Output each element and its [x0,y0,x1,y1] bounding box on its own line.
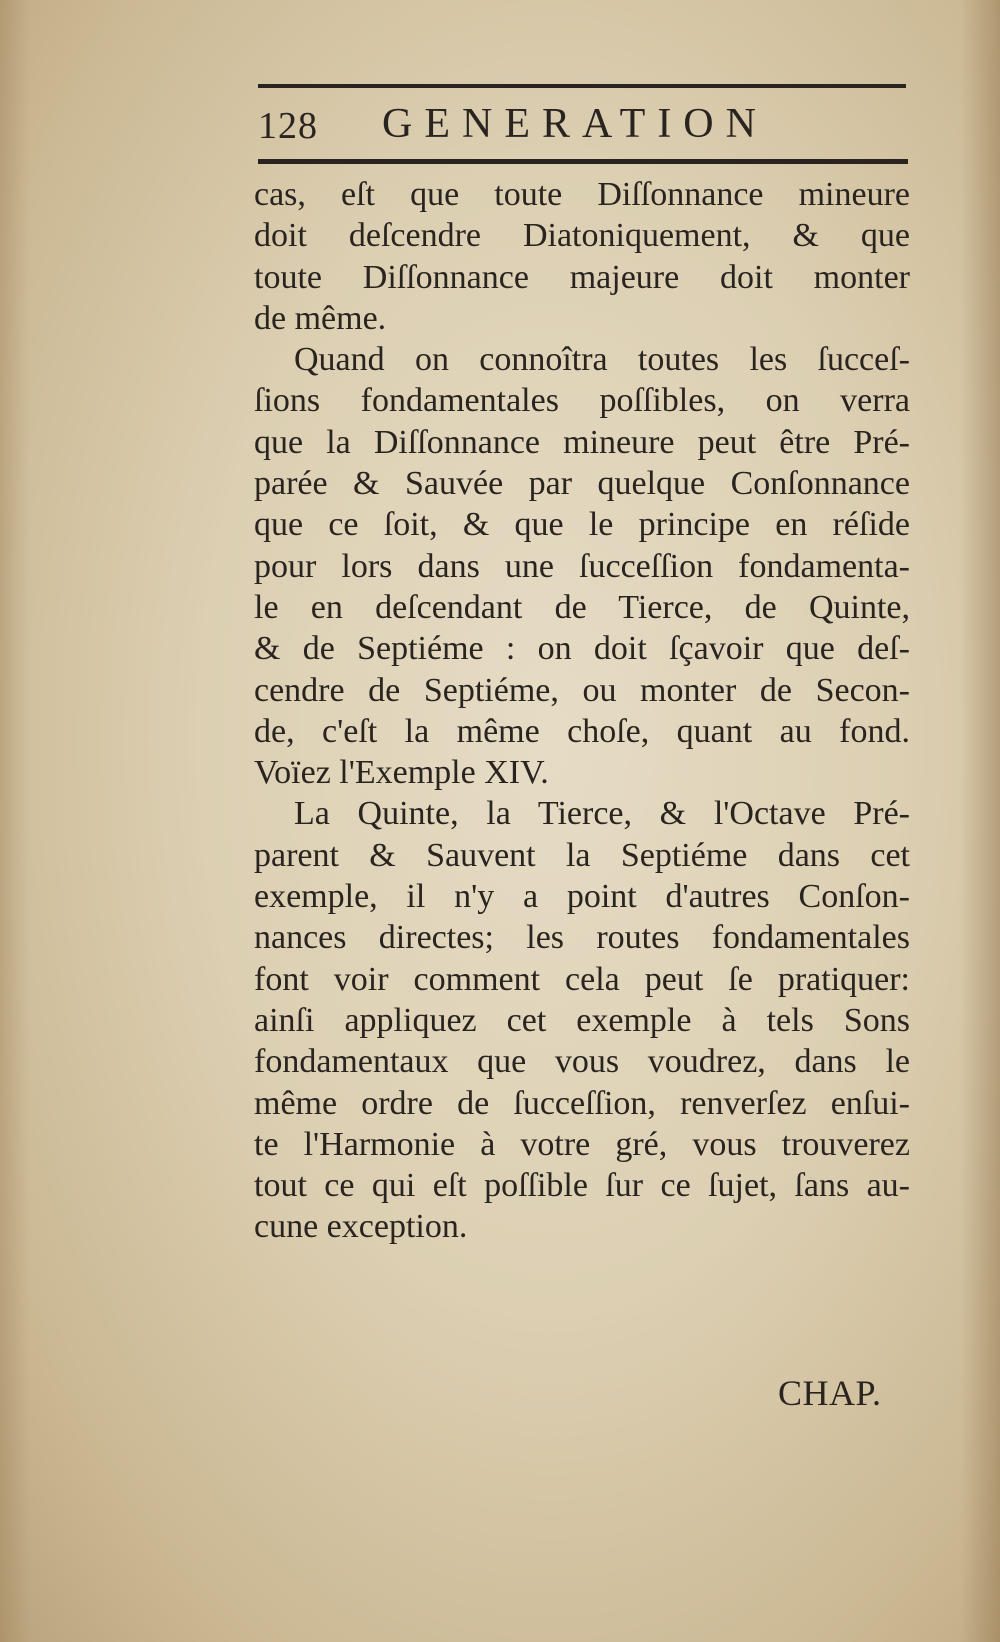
text-line: & de Septiéme : on doit ſçavoir que deſ- [254,630,910,668]
text-line: La Quinte, la Tierce, & l'Octave Pré- [294,795,910,833]
text-line: pour lors dans une ſucceſſion fondamenta- [254,547,910,585]
header-rule-top [258,84,906,88]
text-line: Quand on connoîtra toutes les ſucceſ- [294,341,910,379]
running-header [258,96,908,154]
text-line: ainſi appliquez cet exemple à tels Sons [254,1001,910,1039]
running-title: GENERATION [382,101,768,147]
text-line: de, c'eſt la même choſe, quant au fond. [254,712,910,750]
body-text [254,174,910,1248]
text-line: cendre de Septiéme, ou monter de Secon- [254,671,910,709]
text-line: doit deſcendre Diatoniquement, & que [254,217,910,255]
text-line: exemple, il n'y a point d'autres Conſon- [254,878,910,916]
text-line: parent & Sauvent la Septiéme dans cet [254,836,910,874]
text-line: te l'Harmonie à votre gré, vous trouverez [254,1125,910,1163]
text-line: font voir comment cela peut ſe pratiquer: [254,960,910,998]
catchword: CHAP. [778,1373,882,1413]
text-line: tout ce qui eſt poſſible ſur ce ſujet, ſans au- [254,1167,910,1205]
text-line: fondamentaux que vous voudrez, dans le [254,1043,910,1081]
text-line: même ordre de ſucceſſion, renverſez enſui- [254,1084,910,1122]
text-line: de même. [254,299,387,337]
text-line: le en deſcendant de Tierce, de Quinte, [254,588,910,626]
page-number: 128 [258,105,318,147]
text-line: cune exception. [254,1208,468,1246]
text-line: Voïez l'Exemple XIV. [254,754,549,792]
text-line: que la Diſſonnance mineure peut être Pré- [254,423,910,461]
text-line: toute Diſſonnance majeure doit monter [254,258,910,296]
text-line: parée & Sauvée par quelque Conſonnance [254,465,910,503]
text-line: que ce ſoit, & que le principe en réſide [254,506,910,544]
text-line: nances directes; les routes fondamentales [254,919,910,957]
header-rule-bottom [258,159,908,164]
text-line: cas, eſt que toute Diſſonnance mineure [254,176,910,213]
text-line: ſions fondamentales poſſibles, on verra [254,382,910,420]
